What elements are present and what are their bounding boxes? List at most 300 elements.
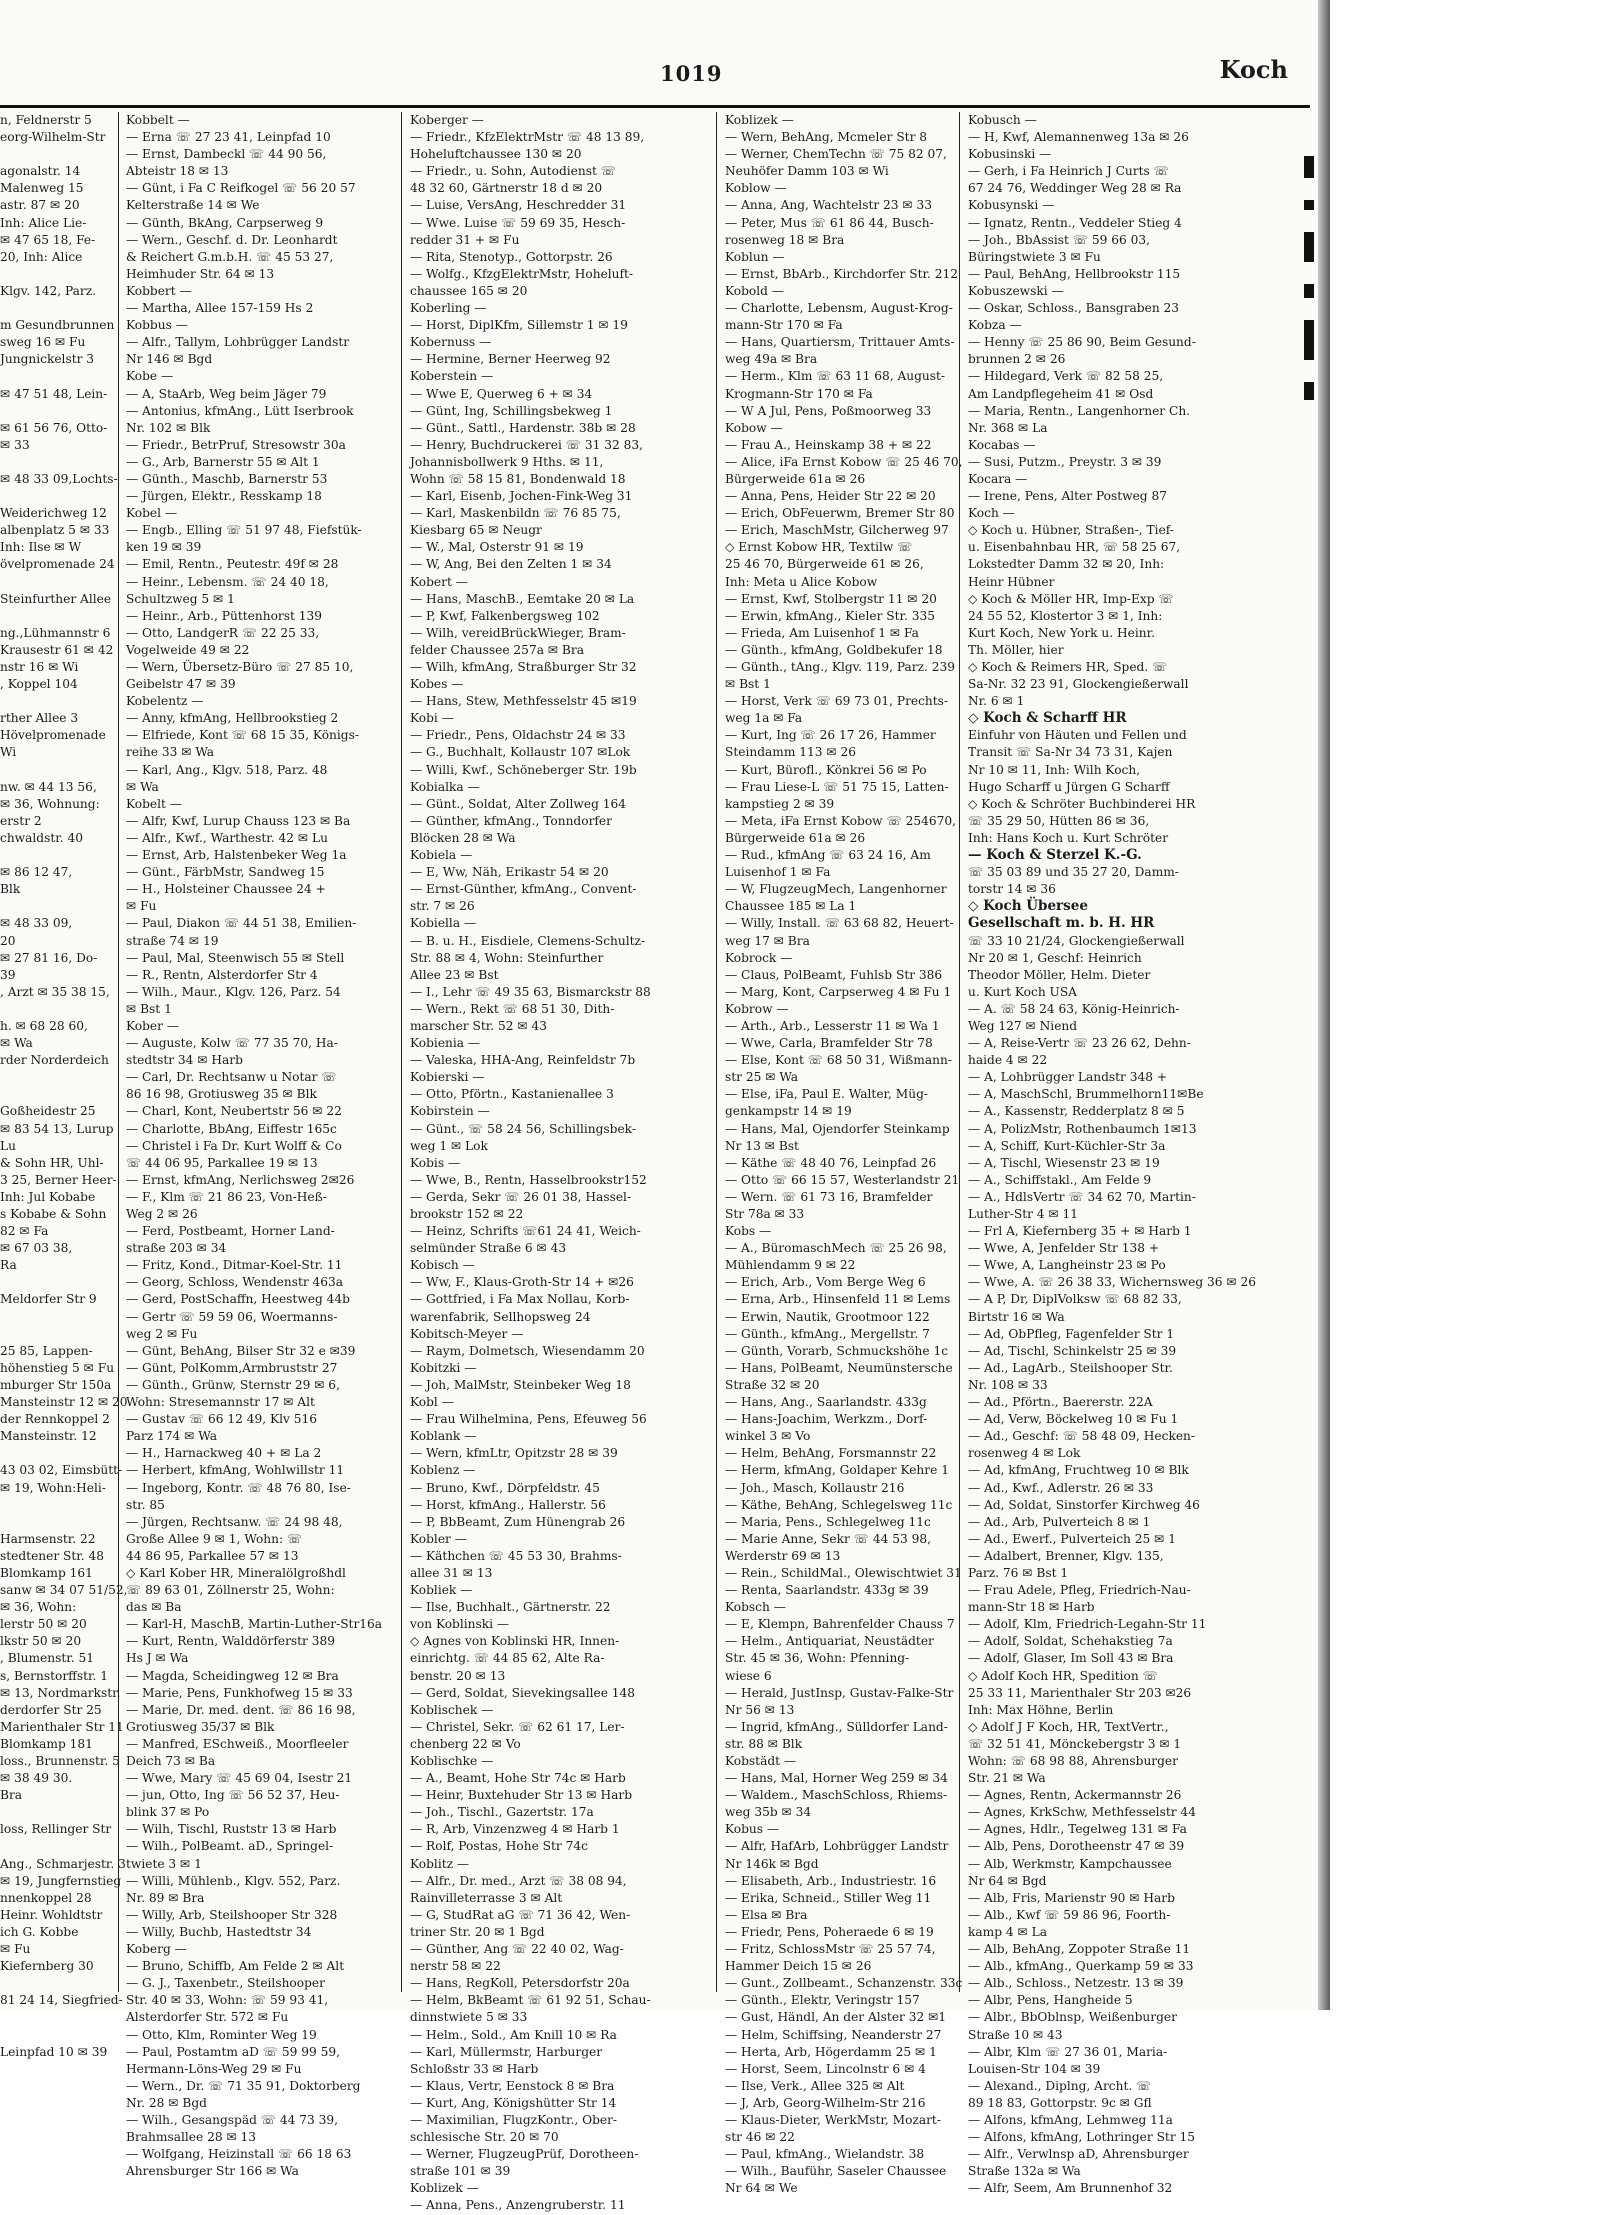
- directory-entry-line: str 25 ✉ Wa: [725, 1070, 799, 1085]
- directory-entry-line: Koberstein —: [410, 369, 494, 384]
- directory-entry-line: ◇ Koch Übersee: [968, 898, 1088, 915]
- directory-entry-line: — W A Jul, Pens, Poßmoorweg 33: [725, 403, 932, 418]
- directory-entry-line: ✉ 67 03 38,: [0, 1241, 73, 1256]
- directory-entry-line: Wohn ☏ 58 15 81, Bondenwald 18: [410, 471, 626, 486]
- directory-entry-line: Kobl —: [410, 1395, 454, 1410]
- directory-entry-line: — Ad, Soldat, Sinstorfer Kirchweg 46: [968, 1497, 1200, 1512]
- directory-entry-line: — Frau Wilhelmina, Pens, Efeuweg 56: [410, 1412, 647, 1427]
- directory-entry-line: Kurt Koch, New York u. Heinr.: [968, 625, 1155, 640]
- directory-entry-line: [0, 403, 118, 420]
- directory-entry-line: — Alfr., Tallym, Lohbrügger Landstr: [126, 335, 350, 350]
- directory-entry-line: — Karl-H, MaschB, Martin-Luther-Str16a: [126, 1617, 383, 1632]
- directory-entry-line: Luther-Str 4 ✉ 11: [968, 1207, 1079, 1221]
- directory-entry-line: — Alb, Werkmstr, Kampchaussee: [968, 1856, 1172, 1871]
- directory-entry-line: kamp 4 ✉ La: [968, 1924, 1047, 1939]
- directory-entry-line: , Arzt ✉ 35 38 15,: [0, 984, 110, 999]
- column-4: [964, 112, 1266, 2196]
- directory-entry-line: 20, Inh: Alice: [0, 249, 83, 264]
- directory-entry-line: Bürgerweide 61a ✉ 26: [725, 471, 866, 486]
- directory-entry-line: Kobienia —: [410, 1036, 481, 1051]
- directory-entry-line: — Irene, Pens, Alter Postweg 87: [968, 489, 1167, 504]
- column-3: [721, 112, 963, 2196]
- directory-entry-line: ich G. Kobbe: [0, 1924, 79, 1939]
- directory-entry-line: Kocara —: [968, 471, 1028, 486]
- directory-entry-line: — A., Kassenstr, Redderplatz 8 ✉ 5: [968, 1104, 1185, 1119]
- directory-entry-line: — Wilh., Gesangspäd ☏ 44 73 39,: [126, 2112, 339, 2127]
- directory-entry-line: — Susi, Putzm., Preystr. 3 ✉ 39: [968, 454, 1162, 469]
- directory-entry-line: 86 16 98, Grotiusweg 35 ✉ Blk: [126, 1087, 317, 1102]
- directory-entry-line: ✉ Bst 1: [725, 677, 771, 692]
- directory-entry-line: Inh: Max Höhne, Berlin: [968, 1702, 1114, 1717]
- directory-entry-line: — Ignatz, Rentn., Veddeler Stieg 4: [968, 215, 1182, 230]
- directory-entry-line: ken 19 ✉ 39: [126, 540, 202, 555]
- directory-entry-line: — Alfr, HafArb, Lohbrügger Landstr: [725, 1839, 949, 1854]
- directory-entry-line: — Peter, Mus ☏ 61 86 44, Busch-: [725, 215, 934, 230]
- directory-entry-line: — Horst, kfmAng., Hallerstr. 56: [410, 1497, 606, 1512]
- directory-entry-line: Koberger —: [410, 113, 484, 127]
- directory-entry-line: — G, StudRat aG ☏ 71 36 42, Wen-: [410, 1907, 631, 1922]
- directory-entry-line: loss, Rellinger Str: [0, 1822, 112, 1837]
- directory-entry-line: — Kurt, Ing ☏ 26 17 26, Hammer: [725, 728, 936, 743]
- directory-entry-line: — Wwe, A, Jenfelder Str 138 +: [968, 1241, 1160, 1256]
- header-rule: [0, 105, 1310, 108]
- directory-entry-line: — Kurt, Ang, Königshütter Str 14: [410, 2095, 617, 2110]
- directory-entry-line: — Friedr., KfzElektrMstr ☏ 48 13 89,: [410, 130, 645, 145]
- directory-entry-line: h. ✉ 68 28 60,: [0, 1018, 88, 1033]
- directory-entry-line: — Albr, Klm ☏ 27 36 01, Maria-: [968, 2044, 1168, 2059]
- directory-entry-line: — Else, iFa, Paul E. Walter, Müg-: [725, 1087, 929, 1102]
- directory-entry-line: — Frieda, Am Luisenhof 1 ✉ Fa: [725, 625, 919, 640]
- directory-entry-line: 25 85, Lappen-: [0, 1343, 93, 1358]
- directory-entry-line: — Wilh., PolBeamt. aD., Springel-: [126, 1839, 334, 1854]
- directory-entry-line: — Adalbert, Brenner, Klgv. 135,: [968, 1548, 1164, 1563]
- directory-entry-line: — Wwe. Luise ☏ 59 69 35, Hesch-: [410, 215, 626, 230]
- directory-entry-line: Geibelstr 47 ✉ 39: [126, 677, 236, 692]
- directory-entry-line: — Adolf, Klm, Friedrich-Legahn-Str 11: [968, 1617, 1207, 1632]
- directory-entry-line: — Wilh, Tischl, Ruststr 13 ✉ Harb: [126, 1822, 337, 1837]
- directory-entry-line: Wohn: ☏ 68 98 88, Ahrensburger: [968, 1754, 1178, 1768]
- directory-entry-line: — Günt., ☏ 58 24 56, Schillingsbek-: [410, 1121, 636, 1136]
- directory-entry-line: — Rita, Stenotyp., Gottorpstr. 26: [410, 249, 613, 264]
- directory-entry-line: — Bruno, Schiffb, Am Felde 2 ✉ Alt: [126, 1959, 345, 1974]
- directory-entry-line: — Georg, Schloss, Wendenstr 463a: [126, 1275, 344, 1290]
- directory-entry-line: — Günt, i Fa C Reifkogel ☏ 56 20 57: [126, 181, 356, 196]
- directory-entry-line: — Alfons, kfmAng, Lothringer Str 15: [968, 2130, 1196, 2145]
- directory-entry-line: Bra: [0, 1788, 23, 1803]
- directory-entry-line: — Horst, Verk ☏ 69 73 01, Prechts-: [725, 694, 949, 709]
- directory-entry-line: Schloßstr 33 ✉ Harb: [410, 2061, 539, 2076]
- directory-entry-line: — Koch & Sterzel K.-G.: [968, 847, 1142, 864]
- directory-entry-line: einrichtg. ☏ 44 85 62, Alte Ra-: [410, 1651, 605, 1666]
- directory-entry-line: Kobel —: [126, 506, 178, 521]
- directory-entry-line: — Friedr, Pens, Poheraede 6 ✉ 19: [725, 1924, 934, 1939]
- directory-entry-line: — A, Reise-Vertr ☏ 23 26 62, Dehn-: [968, 1036, 1191, 1051]
- directory-entry-line: — Ww, F., Klaus-Groth-Str 14 + ✉26: [410, 1275, 634, 1290]
- directory-entry-line: Vogelweide 49 ✉ 22: [126, 642, 250, 657]
- directory-entry-line: Str. 40 ✉ 33, Wohn: ☏ 59 93 41,: [126, 1993, 329, 2008]
- directory-entry-line: [0, 2009, 118, 2026]
- directory-entry-line: — Willy, Buchb, Hastedtstr 34: [126, 1924, 312, 1939]
- directory-entry-line: — Hans, RegKoll, Petersdorfstr 20a: [410, 1976, 630, 1991]
- directory-entry-line: Blk: [0, 882, 21, 897]
- directory-entry-line: Hugo Scharff u Jürgen G Scharff: [968, 779, 1170, 794]
- directory-entry-line: — Anna, Pens., Anzengruberstr. 11: [410, 2198, 626, 2213]
- directory-entry-line: — Horst, Seem, Lincolnstr 6 ✉ 4: [725, 2061, 926, 2076]
- directory-entry-line: ✉ 48 33 09,: [0, 916, 73, 931]
- directory-entry-line: Goßheidestr 25: [0, 1104, 96, 1119]
- directory-entry-line: Theodor Möller, Helm. Dieter: [968, 967, 1151, 982]
- directory-entry-line: Nr 64 ✉ We: [725, 2181, 798, 2196]
- directory-entry-line: Koblizek —: [725, 113, 794, 127]
- directory-entry-line: Koch —: [968, 506, 1015, 521]
- directory-entry-line: — Wolfgang, Heizinstall ☏ 66 18 63: [126, 2147, 352, 2162]
- directory-entry-line: — Alfr., Verwlnsp aD, Ahrensburger: [968, 2147, 1189, 2162]
- directory-entry-line: 81 24 14, Siegfried-: [0, 1993, 123, 2008]
- directory-entry-line: 39: [0, 967, 16, 982]
- directory-entry-line: — Otto ☏ 66 15 57, Westerlandstr 21: [725, 1172, 960, 1187]
- directory-entry-line: — R, Arb, Vinzenzweg 4 ✉ Harb 1: [410, 1822, 620, 1837]
- directory-entry-line: Sa-Nr. 32 23 91, Glockengießerwall: [968, 677, 1189, 692]
- directory-entry-line: ✉ 33: [0, 437, 30, 452]
- directory-entry-line: selmünder Straße 6 ✉ 43: [410, 1241, 567, 1256]
- directory-entry-line: kampstieg 2 ✉ 39: [725, 796, 835, 811]
- directory-entry-line: — Elisabeth, Arb., Industriestr. 16: [725, 1873, 937, 1888]
- directory-entry-line: ◇ Adolf J F Koch, HR, TextVertr.,: [968, 1719, 1169, 1734]
- directory-entry-line: ◇ Adolf Koch HR, Spedition ☏: [968, 1668, 1158, 1683]
- directory-entry-line: ☏ 32 51 41, Mönckebergstr 3 ✉ 1: [968, 1736, 1182, 1751]
- directory-entry-line: str. 88 ✉ Blk: [725, 1736, 803, 1751]
- directory-entry-line: Kobierski —: [410, 1070, 485, 1085]
- directory-entry-line: — Alfr., Dr. med., Arzt ☏ 38 08 94,: [410, 1873, 627, 1888]
- directory-entry-line: Koblizek —: [410, 2181, 479, 2196]
- directory-entry-line: — Henny ☏ 25 86 90, Beim Gesund-: [968, 335, 1196, 350]
- directory-entry-line: — Alb., Schloss., Netzestr. 13 ✉ 39: [968, 1976, 1184, 1991]
- directory-entry-line: — Heinr, Buxtehuder Str 13 ✉ Harb: [410, 1788, 633, 1803]
- directory-entry-line: — Charlotte, Lebensm, August-Krog-: [725, 301, 953, 316]
- directory-entry-line: 48 32 60, Gärtnerstr 18 d ✉ 20: [410, 181, 603, 196]
- directory-entry-line: Lokstedter Damm 32 ✉ 20, Inh:: [968, 557, 1165, 572]
- directory-entry-line: ☏ 35 03 89 und 35 27 20, Damm-: [968, 865, 1179, 880]
- directory-entry-line: — Günt, PolKomm,Armbruststr 27: [126, 1360, 338, 1375]
- directory-entry-line: Kobs —: [725, 1224, 772, 1239]
- directory-entry-line: 43 03 02, Eimsbütt-: [0, 1463, 123, 1478]
- page-header: [120, 55, 1310, 95]
- directory-entry-line: Steinfurther Allee: [0, 591, 112, 606]
- directory-entry-line: albenplatz 5 ✉ 33: [0, 523, 110, 538]
- directory-entry-line: — Gottfried, i Fa Max Nollau, Korb-: [410, 1292, 630, 1307]
- directory-entry-line: Kobitzki —: [410, 1360, 477, 1375]
- directory-entry-line: — Horst, DiplKfm, Sillemstr 1 ✉ 19: [410, 318, 628, 333]
- directory-entry-line: — Emil, Rentn., Peutestr. 49f ✉ 28: [126, 557, 339, 572]
- directory-entry-line: — A, Lohbrügger Landstr 348 +: [968, 1070, 1168, 1085]
- directory-entry-line: — Frl A, Kiefernberg 35 + ✉ Harb 1: [968, 1224, 1192, 1239]
- directory-entry-line: Wi: [0, 745, 17, 760]
- directory-entry-line: Koblun —: [725, 249, 785, 264]
- directory-entry-line: Weg 127 ✉ Niend: [968, 1018, 1078, 1033]
- directory-entry-line: — Ilse, Verk., Allee 325 ✉ Alt: [725, 2078, 905, 2093]
- directory-entry-line: Heimhuder Str. 64 ✉ 13: [126, 266, 275, 281]
- directory-entry-line: — Ernst-Günther, kfmAng., Convent-: [410, 882, 637, 897]
- directory-entry-line: — A., Schiffstakl., Am Felde 9: [968, 1172, 1152, 1187]
- directory-entry-line: nnenkoppel 28: [0, 1890, 92, 1905]
- directory-entry-line: 82 ✉ Fa: [0, 1224, 49, 1239]
- directory-entry-line: — Käthe ☏ 48 40 76, Leinpfad 26: [725, 1155, 937, 1170]
- directory-entry-line: — Klaus, Vertr, Eenstock 8 ✉ Bra: [410, 2078, 615, 2093]
- directory-entry-line: 25 33 11, Marienthaler Str 203 ✉26: [968, 1685, 1192, 1700]
- directory-entry-line: Schultzweg 5 ✉ 1: [126, 591, 235, 606]
- directory-entry-line: — Günth., Grünw, Sternstr 29 ✉ 6,: [126, 1377, 340, 1392]
- directory-entry-line: — Ernst, kfmAng, Nerlichsweg 2✉26: [126, 1172, 355, 1187]
- directory-entry-line: Einfuhr von Häuten und Fellen und: [968, 728, 1187, 743]
- directory-entry-line: — Käthchen ☏ 45 53 30, Brahms-: [410, 1548, 622, 1563]
- directory-entry-line: u. Kurt Koch USA: [968, 984, 1077, 999]
- directory-entry-line: ☏ 89 63 01, Zöllnerstr 25, Wohn:: [126, 1583, 335, 1598]
- directory-entry-line: — Ilse, Buchhalt., Gärtnerstr. 22: [410, 1600, 611, 1615]
- directory-entry-line: — Helm, BehAng, Forsmannstr 22: [725, 1446, 937, 1461]
- directory-columns: [0, 112, 1300, 2213]
- directory-entry-line: — Ernst, Arb, Halstenbeker Weg 1a: [126, 848, 347, 863]
- directory-entry-line: derdorfer Str 25: [0, 1702, 102, 1717]
- column-left-edge: [0, 112, 128, 2059]
- directory-entry-line: — Albr, Pens, Hangheide 5: [968, 1993, 1133, 2008]
- directory-entry-line: — Heinr., Arb., Püttenhorst 139: [126, 608, 323, 623]
- directory-entry-line: — Gerd, Soldat, Sievekingsallee 148: [410, 1685, 636, 1700]
- directory-entry-line: Kobusinski —: [968, 147, 1052, 162]
- directory-entry-line: haide 4 ✉ 22: [968, 1053, 1048, 1068]
- directory-entry-line: Inh: Jul Kobabe: [0, 1189, 96, 1204]
- directory-entry-line: ✉ Wa: [126, 779, 159, 794]
- directory-entry-line: Ra: [0, 1258, 17, 1273]
- directory-entry-line: — Günt., Sattl., Hardenstr. 38b ✉ 28: [410, 420, 636, 435]
- directory-entry-line: Blomkamp 181: [0, 1736, 93, 1751]
- directory-entry-line: — Agnes, Hdlr., Tegelweg 131 ✉ Fa: [968, 1822, 1187, 1837]
- directory-entry-line: — Heinr., Lebensm. ☏ 24 40 18,: [126, 574, 329, 589]
- directory-entry-line: — H., Holsteiner Chaussee 24 +: [126, 882, 326, 897]
- directory-entry-line: ◇ Koch & Möller HR, Imp-Exp ☏: [968, 591, 1174, 606]
- directory-entry-line: ☏ 35 29 50, Hütten 86 ✉ 36,: [968, 813, 1150, 828]
- directory-entry-line: Koblank —: [410, 1429, 477, 1444]
- directory-entry-line: Am Landpflegeheim 41 ✉ Osd: [968, 386, 1154, 401]
- directory-entry-line: — Ingrid, kfmAng., Sülldorfer Land-: [725, 1719, 948, 1734]
- directory-entry-line: ✉ 47 51 48, Lein-: [0, 386, 108, 401]
- directory-entry-line: Kobbus —: [126, 318, 188, 333]
- directory-entry-line: brookstr 152 ✉ 22: [410, 1207, 524, 1221]
- directory-entry-line: & Sohn HR, Uhl-: [0, 1155, 104, 1170]
- directory-entry-line: — Renta, Saarlandstr. 433g ✉ 39: [725, 1583, 929, 1598]
- directory-entry-line: Louisen-Str 104 ✉ 39: [968, 2061, 1101, 2076]
- page-spine-shadow: [1318, 0, 1330, 2010]
- directory-entry-line: — H., Harnackweg 40 + ✉ La 2: [126, 1446, 322, 1461]
- directory-entry-line: weg 17 ✉ Bra: [725, 933, 810, 948]
- directory-entry-line: — Wern, Übersetz-Büro ☏ 27 85 10,: [126, 660, 354, 674]
- directory-entry-line: s, Bernstorffstr. 1: [0, 1668, 108, 1683]
- directory-entry-line: Nr 13 ✉ Bst: [725, 1138, 799, 1153]
- directory-entry-line: [0, 693, 118, 710]
- directory-entry-line: [0, 1838, 118, 1855]
- directory-entry-line: — Carl, Dr. Rechtsanw u Notar ☏: [126, 1070, 337, 1085]
- directory-entry-line: — Wern, kfmLtr, Opitzstr 28 ✉ 39: [410, 1446, 618, 1461]
- directory-entry-line: — Waldem., MaschSchloss, Rhiems-: [725, 1788, 948, 1803]
- directory-entry-line: — Erwin, Nautik, Grootmoor 122: [725, 1309, 930, 1324]
- directory-entry-line: str. 7 ✉ 26: [410, 899, 475, 914]
- directory-entry-line: — Ad., Kwf., Adlerstr. 26 ✉ 33: [968, 1480, 1154, 1495]
- directory-entry-line: övelpromenade 24: [0, 557, 115, 572]
- directory-entry-line: ✉ 36, Wohn:: [0, 1600, 77, 1615]
- directory-entry-line: Heinr Hübner: [968, 574, 1055, 589]
- directory-entry-line: — Wwe, A. ☏ 26 38 33, Wichernsweg 36 ✉ 26: [968, 1275, 1256, 1290]
- directory-entry-line: — Ad, Verw, Böckelweg 10 ✉ Fu 1: [968, 1412, 1179, 1427]
- directory-entry-line: Nr. 89 ✉ Bra: [126, 1890, 205, 1905]
- directory-entry-line: — Günth., Maschb, Barnerstr 53: [126, 471, 328, 486]
- directory-entry-line: Kiesbarg 65 ✉ Neugr: [410, 523, 542, 538]
- directory-entry-line: 89 18 83, Gottorpstr. 9c ✉ Gfl: [968, 2095, 1152, 2110]
- directory-entry-line: — Wwe, B., Rentn, Hasselbrookstr152: [410, 1172, 647, 1187]
- directory-entry-line: — Jürgen, Rechtsanw. ☏ 24 98 48,: [126, 1514, 343, 1529]
- directory-entry-line: — A., BüromaschMech ☏ 25 26 98,: [725, 1241, 947, 1256]
- directory-entry-line: Leinpfad 10 ✉ 39: [0, 2044, 108, 2059]
- directory-entry-line: — Gunt., Zollbeamt., Schanzenstr. 33c: [725, 1976, 963, 1991]
- directory-entry-line: — A, StaArb, Weg beim Jäger 79: [126, 386, 327, 401]
- directory-entry-line: — Günth., Elektr, Veringstr 157: [725, 1993, 920, 2008]
- directory-entry-line: ✉ Wa: [0, 1036, 33, 1051]
- directory-entry-line: — G., Arb, Barnerstr 55 ✉ Alt 1: [126, 454, 320, 469]
- directory-entry-line: astr. 87 ✉ 20: [0, 198, 80, 213]
- directory-entry-line: Chaussee 185 ✉ La 1: [725, 899, 857, 914]
- directory-entry-line: — Marg, Kont, Carpserweg 4 ✉ Fu 1: [725, 984, 952, 999]
- directory-entry-line: [0, 1069, 118, 1086]
- directory-entry-line: [0, 368, 118, 385]
- directory-entry-line: Straße 10 ✉ 43: [968, 2027, 1063, 2042]
- directory-entry-line: Allee 23 ✉ Bst: [410, 967, 499, 982]
- directory-entry-line: Kobe —: [126, 369, 174, 384]
- directory-entry-line: Kobirstein —: [410, 1104, 490, 1119]
- directory-entry-line: — Gerh, i Fa Heinrich J Curts ☏: [968, 164, 1169, 179]
- directory-entry-line: ✉ 48 33 09,Lochts-: [0, 471, 118, 486]
- directory-entry-line: ng.,Lühmannstr 6: [0, 625, 111, 640]
- directory-entry-line: — Hans, Mal, Ojendorfer Steinkamp: [725, 1121, 950, 1136]
- running-head: Koch: [1219, 55, 1288, 84]
- directory-entry-line: ◇ Koch u. Hübner, Straßen-, Tief-: [968, 523, 1174, 538]
- directory-entry-line: dinnstwiete 5 ✉ 33: [410, 2010, 528, 2025]
- directory-entry-line: — A., Beamt, Hohe Str 74c ✉ Harb: [410, 1771, 626, 1786]
- directory-entry-line: das ✉ Ba: [126, 1600, 182, 1615]
- directory-entry-line: benstr. 20 ✉ 13: [410, 1668, 506, 1683]
- directory-entry-line: Nr 56 ✉ 13: [725, 1702, 795, 1717]
- directory-entry-line: Koberg —: [126, 1942, 187, 1957]
- directory-entry-line: — jun, Otto, Ing ☏ 56 52 37, Heu-: [126, 1788, 340, 1803]
- directory-entry-line: — Jürgen, Elektr., Resskamp 18: [126, 489, 322, 504]
- directory-entry-line: — R., Rentn, Alsterdorfer Str 4: [126, 967, 318, 982]
- directory-entry-line: Koblischke —: [410, 1754, 494, 1768]
- directory-entry-line: — Otto, LandgerR ☏ 22 25 33,: [126, 625, 320, 640]
- directory-entry-line: — Helm., Sold., Am Knill 10 ✉ Ra: [410, 2027, 617, 2042]
- directory-entry-line: — Werner, FlugzeugPrüf, Dorotheen-: [410, 2147, 639, 2162]
- binding-marks: [1296, 150, 1318, 1850]
- directory-entry-line: n, Feldnerstr 5: [0, 113, 92, 127]
- directory-entry-line: — Hans, Quartiersm, Trittauer Amts-: [725, 335, 955, 350]
- directory-entry-line: Str. 88 ✉ 4, Wohn: Steinfurther: [410, 950, 604, 965]
- directory-entry-line: rosenweg 4 ✉ Lok: [968, 1446, 1081, 1461]
- directory-entry-line: rosenweg 18 ✉ Bra: [725, 232, 845, 247]
- directory-entry-line: — Karl, Maskenbildn ☏ 76 85 75,: [410, 506, 621, 521]
- directory-entry-line: — Wilh., Bauführ, Saseler Chaussee: [725, 2164, 947, 2179]
- directory-entry-line: Hövelpromenade: [0, 728, 106, 743]
- directory-entry-line: — Alb., kfmAng., Querkamp 59 ✉ 33: [968, 1959, 1194, 1974]
- directory-entry-line: — Auguste, Kolw ☏ 77 35 70, Ha-: [126, 1036, 338, 1051]
- directory-entry-line: — E, Ww, Näh, Erikastr 54 ✉ 20: [410, 865, 609, 880]
- directory-entry-line: redder 31 + ✉ Fu: [410, 232, 520, 247]
- directory-entry-line: Nr. 108 ✉ 33: [968, 1377, 1048, 1392]
- directory-entry-line: ✉ 38 49 30.: [0, 1771, 73, 1786]
- directory-entry-line: Str. 45 ✉ 36, Wohn: Pfenning-: [725, 1651, 910, 1666]
- directory-entry-line: ◇ Karl Kober HR, Mineralölgroßhdl: [126, 1565, 346, 1580]
- directory-entry-line: Kobusynski —: [968, 198, 1055, 213]
- directory-entry-line: Kobernuss —: [410, 335, 492, 350]
- directory-entry-line: — Günt, BehAng, Bilser Str 32 e ✉39: [126, 1343, 356, 1358]
- directory-entry-line: Kiefernberg 30: [0, 1959, 94, 1974]
- directory-entry-line: — W, Ang, Bei den Zelten 1 ✉ 34: [410, 557, 612, 572]
- directory-entry-line: torstr 14 ✉ 36: [968, 882, 1056, 897]
- directory-entry-line: ✉ 83 54 13, Lurup: [0, 1121, 114, 1136]
- directory-entry-line: marscher Str. 52 ✉ 43: [410, 1018, 547, 1033]
- directory-entry-line: — Frau Adele, Pfleg, Friedrich-Nau-: [968, 1583, 1191, 1598]
- directory-entry-line: Brahmsallee 28 ✉ 13: [126, 2130, 257, 2145]
- directory-entry-line: — Alexand., Diplng, Archt. ☏: [968, 2078, 1152, 2093]
- directory-entry-line: — Wolfg., KfzgElektrMstr, Hoheluft-: [410, 266, 634, 281]
- directory-entry-line: Luisenhof 1 ✉ Fa: [725, 865, 831, 880]
- directory-entry-line: u. Eisenbahnbau HR, ☏ 58 25 67,: [968, 540, 1181, 555]
- directory-entry-line: Kobelt —: [126, 796, 182, 811]
- directory-entry-line: — Ad, ObPfleg, Fagenfelder Str 1: [968, 1326, 1175, 1341]
- directory-entry-line: Heinr. Wohldtstr: [0, 1907, 103, 1922]
- directory-entry-line: — Erika, Schneid., Stiller Weg 11: [725, 1890, 932, 1905]
- directory-entry-line: — Klaus-Dieter, WerkMstr, Mozart-: [725, 2112, 941, 2127]
- directory-entry-line: — P, BbBeamt, Zum Hünengrab 26: [410, 1514, 626, 1529]
- directory-entry-line: [0, 1514, 118, 1531]
- directory-entry-line: [0, 454, 118, 471]
- directory-entry-line: — Ad., Pförtn., Baererstr. 22A: [968, 1395, 1153, 1410]
- directory-entry-line: — Ad., Geschf: ☏ 58 48 09, Hecken-: [968, 1429, 1196, 1444]
- directory-entry-line: Lu: [0, 1138, 16, 1153]
- directory-entry-line: Parz 174 ✉ Wa: [126, 1429, 217, 1444]
- directory-entry-line: Kobiela —: [410, 848, 473, 863]
- directory-entry-line: warenfabrik, Sellhopsweg 24: [410, 1309, 591, 1324]
- directory-entry-line: — Maria, Rentn., Langenhorner Ch.: [968, 403, 1191, 418]
- directory-entry-line: Jungnickelstr 3: [0, 352, 95, 367]
- directory-entry-line: [0, 300, 118, 317]
- directory-entry-line: — Erich, ObFeuerwm, Bremer Str 80: [725, 506, 955, 521]
- directory-entry-line: — Marie, Pens, Funkhofweg 15 ✉ 33: [126, 1685, 353, 1700]
- directory-entry-line: Bürgerweide 61a ✉ 26: [725, 830, 866, 845]
- directory-entry-line: Inh: Ilse ✉ W: [0, 540, 82, 555]
- directory-entry-line: Kobliek —: [410, 1583, 473, 1598]
- directory-entry-line: — W, FlugzeugMech, Langenhorner: [725, 882, 947, 897]
- directory-entry-line: — Ad, kfmAng, Fruchtweg 10 ✉ Blk: [968, 1463, 1189, 1478]
- directory-entry-line: höhenstieg 5 ✉ Fu: [0, 1360, 115, 1375]
- directory-entry-line: Hs J ✉ Wa: [126, 1651, 189, 1666]
- directory-entry-line: Nr. 368 ✉ La: [968, 420, 1048, 435]
- directory-entry-line: Inh: Meta u Alice Kobow: [725, 574, 878, 589]
- directory-entry-line: — Erich, MaschMstr, Gilcherweg 97: [725, 523, 949, 538]
- directory-entry-line: nw. ✉ 44 13 56,: [0, 779, 97, 794]
- directory-entry-line: Kobitsch-Meyer —: [410, 1326, 524, 1341]
- directory-entry-line: Deich 73 ✉ Ba: [126, 1754, 216, 1768]
- directory-entry-line: blink 37 ✉ Po: [126, 1805, 210, 1820]
- directory-entry-line: — Manfred, ESchweiß., Moorfleeler: [126, 1736, 349, 1751]
- directory-entry-line: Koblitz —: [410, 1856, 470, 1871]
- directory-entry-line: [0, 266, 118, 283]
- directory-entry-line: — Günth., tAng., Klgv. 119, Parz. 239: [725, 660, 956, 674]
